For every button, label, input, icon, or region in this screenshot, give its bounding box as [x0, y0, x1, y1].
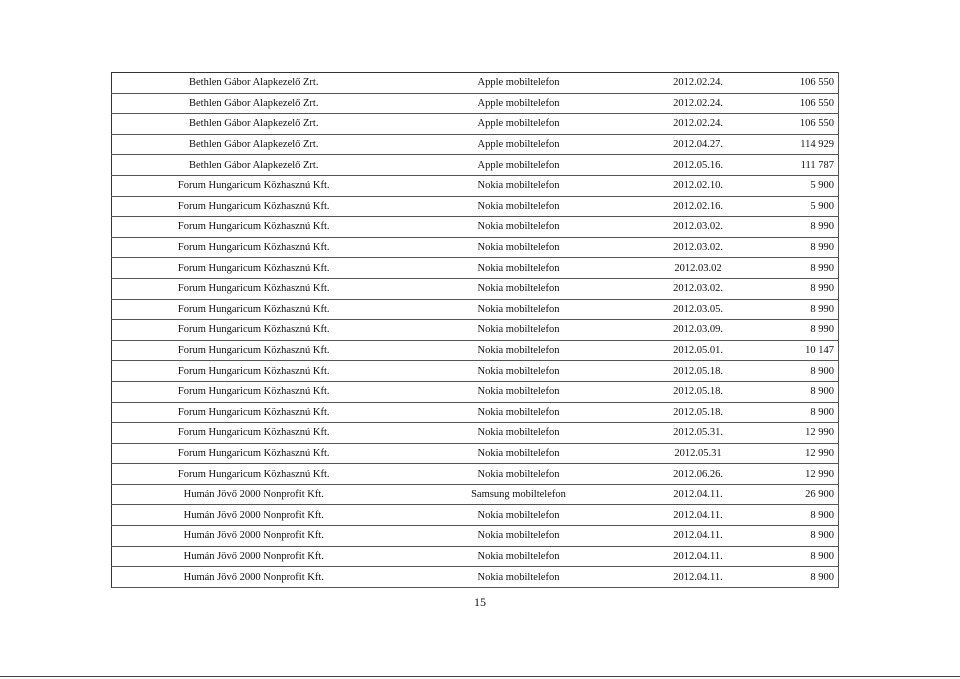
- table-row: [112, 361, 839, 382]
- cell-company: Forum Hungaricum Közhasznú Kft.: [112, 443, 396, 464]
- cell-company: Bethlen Gábor Alapkezelő Zrt.: [112, 114, 396, 135]
- cell-company: Bethlen Gábor Alapkezelő Zrt.: [112, 73, 396, 94]
- cell-date: 2012.02.24.: [642, 93, 755, 114]
- table-row: [112, 402, 839, 423]
- cell-date: 2012.05.18.: [642, 381, 755, 402]
- cell-date: 2012.03.02.: [642, 217, 755, 238]
- cell-amount: 8 990: [755, 258, 839, 279]
- cell-amount: 8 990: [755, 237, 839, 258]
- cell-company: Forum Hungaricum Közhasznú Kft.: [112, 402, 396, 423]
- table-row: [112, 114, 839, 135]
- cell-item: Apple mobiltelefon: [396, 134, 642, 155]
- cell-date: 2012.02.10.: [642, 175, 755, 196]
- cell-item: Apple mobiltelefon: [396, 155, 642, 176]
- table-row: [112, 320, 839, 341]
- cell-date: 2012.06.26.: [642, 464, 755, 485]
- table-row: [112, 443, 839, 464]
- cell-company: Forum Hungaricum Közhasznú Kft.: [112, 464, 396, 485]
- cell-item: Nokia mobiltelefon: [396, 402, 642, 423]
- cell-amount: 8 900: [755, 567, 839, 588]
- table-row: [112, 567, 839, 588]
- cell-amount: 8 900: [755, 402, 839, 423]
- cell-item: Nokia mobiltelefon: [396, 423, 642, 444]
- cell-amount: 8 900: [755, 381, 839, 402]
- cell-amount: 26 900: [755, 484, 839, 505]
- cell-item: Nokia mobiltelefon: [396, 443, 642, 464]
- cell-date: 2012.04.11.: [642, 526, 755, 547]
- cell-amount: 8 900: [755, 505, 839, 526]
- cell-company: Forum Hungaricum Közhasznú Kft.: [112, 361, 396, 382]
- cell-date: 2012.02.24.: [642, 114, 755, 135]
- cell-amount: 8 990: [755, 299, 839, 320]
- cell-company: Humán Jövő 2000 Nonprofit Kft.: [112, 567, 396, 588]
- cell-item: Nokia mobiltelefon: [396, 278, 642, 299]
- cell-amount: 12 990: [755, 423, 839, 444]
- cell-company: Forum Hungaricum Közhasznú Kft.: [112, 237, 396, 258]
- cell-item: Nokia mobiltelefon: [396, 546, 642, 567]
- cell-date: 2012.05.31.: [642, 423, 755, 444]
- cell-company: Forum Hungaricum Közhasznú Kft.: [112, 381, 396, 402]
- cell-amount: 111 787: [755, 155, 839, 176]
- cell-date: 2012.03.02.: [642, 278, 755, 299]
- table-row: [112, 484, 839, 505]
- cell-amount: 114 929: [755, 134, 839, 155]
- cell-date: 2012.02.16.: [642, 196, 755, 217]
- cell-item: Apple mobiltelefon: [396, 114, 642, 135]
- cell-date: 2012.05.01.: [642, 340, 755, 361]
- table-row: [112, 155, 839, 176]
- cell-item: Nokia mobiltelefon: [396, 217, 642, 238]
- cell-amount: 5 900: [755, 175, 839, 196]
- cell-item: Nokia mobiltelefon: [396, 196, 642, 217]
- cell-company: Bethlen Gábor Alapkezelő Zrt.: [112, 93, 396, 114]
- cell-item: Nokia mobiltelefon: [396, 340, 642, 361]
- cell-company: Forum Hungaricum Közhasznú Kft.: [112, 196, 396, 217]
- table-row: [112, 340, 839, 361]
- cell-item: Apple mobiltelefon: [396, 73, 642, 94]
- cell-amount: 8 990: [755, 217, 839, 238]
- table-row: [112, 237, 839, 258]
- cell-amount: 8 900: [755, 546, 839, 567]
- cell-date: 2012.04.11.: [642, 505, 755, 526]
- cell-item: Nokia mobiltelefon: [396, 526, 642, 547]
- cell-date: 2012.05.18.: [642, 361, 755, 382]
- cell-company: Forum Hungaricum Közhasznú Kft.: [112, 258, 396, 279]
- cell-amount: 106 550: [755, 93, 839, 114]
- cell-date: 2012.04.11.: [642, 546, 755, 567]
- cell-date: 2012.03.02.: [642, 237, 755, 258]
- table-row: [112, 546, 839, 567]
- table-row: [112, 526, 839, 547]
- table-row: [112, 278, 839, 299]
- cell-company: Bethlen Gábor Alapkezelő Zrt.: [112, 134, 396, 155]
- cell-amount: 5 900: [755, 196, 839, 217]
- table-row: [112, 175, 839, 196]
- table-row: [112, 217, 839, 238]
- cell-item: Nokia mobiltelefon: [396, 237, 642, 258]
- cell-item: Nokia mobiltelefon: [396, 567, 642, 588]
- cell-amount: 8 990: [755, 320, 839, 341]
- cell-company: Forum Hungaricum Közhasznú Kft.: [112, 423, 396, 444]
- cell-date: 2012.04.11.: [642, 567, 755, 588]
- cell-amount: 12 990: [755, 443, 839, 464]
- table-row: [112, 464, 839, 485]
- cell-item: Nokia mobiltelefon: [396, 464, 642, 485]
- cell-item: Nokia mobiltelefon: [396, 381, 642, 402]
- cell-amount: 8 900: [755, 361, 839, 382]
- cell-company: Bethlen Gábor Alapkezelő Zrt.: [112, 155, 396, 176]
- cell-amount: 106 550: [755, 114, 839, 135]
- cell-company: Forum Hungaricum Közhasznú Kft.: [112, 320, 396, 341]
- cell-company: Forum Hungaricum Közhasznú Kft.: [112, 340, 396, 361]
- cell-company: Forum Hungaricum Közhasznú Kft.: [112, 278, 396, 299]
- cell-date: 2012.03.05.: [642, 299, 755, 320]
- table-row: [112, 258, 839, 279]
- cell-date: 2012.02.24.: [642, 73, 755, 94]
- records-table: [111, 72, 839, 588]
- cell-amount: 12 990: [755, 464, 839, 485]
- table-row: [112, 134, 839, 155]
- cell-date: 2012.05.31: [642, 443, 755, 464]
- bottom-rule: [0, 676, 960, 677]
- cell-date: 2012.05.16.: [642, 155, 755, 176]
- table-row: [112, 73, 839, 94]
- cell-item: Apple mobiltelefon: [396, 93, 642, 114]
- cell-item: Nokia mobiltelefon: [396, 299, 642, 320]
- cell-date: 2012.04.27.: [642, 134, 755, 155]
- cell-amount: 10 147: [755, 340, 839, 361]
- table-row: [112, 505, 839, 526]
- cell-company: Humán Jövő 2000 Nonprofit Kft.: [112, 546, 396, 567]
- table-row: [112, 423, 839, 444]
- cell-company: Forum Hungaricum Közhasznú Kft.: [112, 299, 396, 320]
- cell-item: Nokia mobiltelefon: [396, 258, 642, 279]
- cell-item: Nokia mobiltelefon: [396, 320, 642, 341]
- cell-date: 2012.05.18.: [642, 402, 755, 423]
- cell-company: Humán Jövő 2000 Nonprofit Kft.: [112, 526, 396, 547]
- table-row: [112, 196, 839, 217]
- cell-item: Samsung mobiltelefon: [396, 484, 642, 505]
- cell-date: 2012.04.11.: [642, 484, 755, 505]
- table-row: [112, 381, 839, 402]
- table-row: [112, 93, 839, 114]
- cell-company: Humán Jövő 2000 Nonprofit Kft.: [112, 505, 396, 526]
- cell-company: Forum Hungaricum Közhasznú Kft.: [112, 175, 396, 196]
- cell-amount: 106 550: [755, 73, 839, 94]
- cell-company: Humán Jövő 2000 Nonprofit Kft.: [112, 484, 396, 505]
- cell-company: Forum Hungaricum Közhasznú Kft.: [112, 217, 396, 238]
- cell-amount: 8 900: [755, 526, 839, 547]
- cell-item: Nokia mobiltelefon: [396, 505, 642, 526]
- cell-item: Nokia mobiltelefon: [396, 175, 642, 196]
- cell-item: Nokia mobiltelefon: [396, 361, 642, 382]
- cell-date: 2012.03.02: [642, 258, 755, 279]
- cell-amount: 8 990: [755, 278, 839, 299]
- table-row: [112, 299, 839, 320]
- cell-date: 2012.03.09.: [642, 320, 755, 341]
- page-number: 15: [474, 595, 486, 609]
- records-table-body: [112, 73, 839, 588]
